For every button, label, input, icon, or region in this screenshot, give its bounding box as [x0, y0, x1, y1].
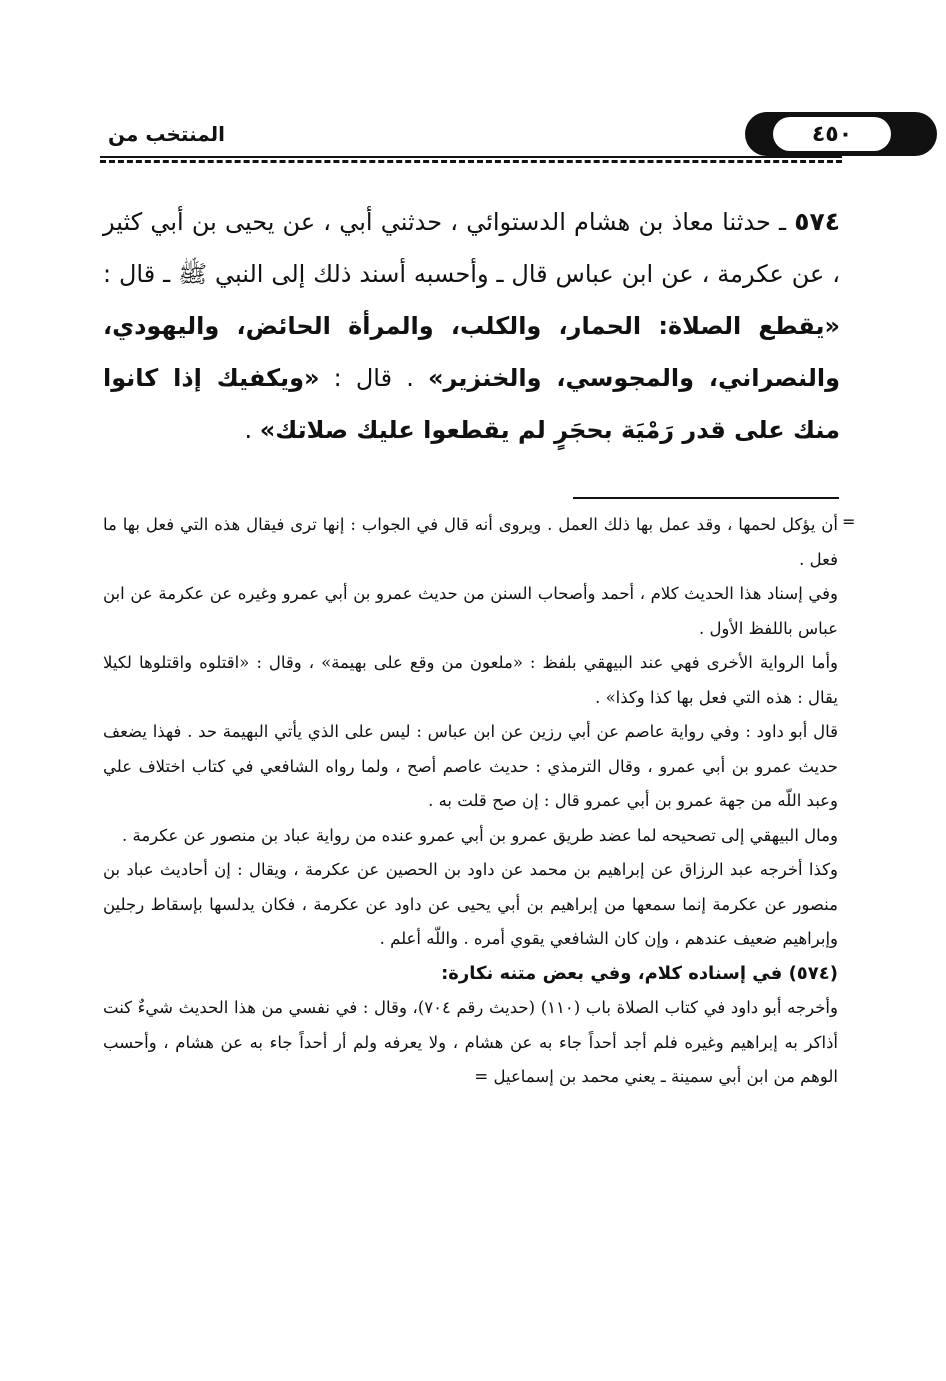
narration-mid: . قال : — [319, 364, 428, 392]
footnote-paragraph: قال أبو داود : وفي رواية عاصم عن أبي رزين عن ابن عباس : ليس على الذي يأتي البهيمة حد . فهذا يضعف حديث عمرو بن أبي عمرو ، وقال الترمذي : حديث عاصم أصح ، ولما رواه الشافعي في كتاب اختلاف علي وعبد اللّه من جهة عمرو بن أبي عمرو قال : إن صح قلت به . — [103, 722, 838, 810]
header-divider-dashed — [100, 160, 842, 163]
footnote-paragraph: وفي إسناد هذا الحديث كلام ، أحمد وأصحاب السنن من حديث عمرو بن أبي عمرو وغيره عن عكرمة عن ابن عباس باللفظ الأول . — [103, 584, 838, 638]
prophet-saying-1: «يقطع الصلاة: الحمار، والكلب، والمرأة الحائض، واليهودي، والنصراني، والمجوسي، والخنزير» — [103, 312, 841, 392]
narration-end: . — [244, 416, 260, 444]
footnote-paragraph: ومال البيهقي إلى تصحيحه لما عضد طريق عمرو بن أبي عمرو عنده من رواية عباد بن منصور عن عكرمة . — [122, 825, 838, 845]
page-number: ٤٥٠ — [773, 117, 891, 151]
footnote-paragraph: أن يؤكل لحمها ، وقد عمل بها ذلك العمل . ويروى أنه قال في الجواب : إنها ترى فيقال هذه التي فعل بها ما فعل . — [103, 515, 838, 569]
prophet-saying-2: «ويكفيك إذا كانوا منك على قدر رَمْيَة بحجَرٍ لم يقطعوا عليك صلاتك» — [103, 364, 840, 444]
footnotes — [103, 508, 838, 1268]
running-title: المنتخب من — [108, 122, 226, 146]
page-number-badge — [745, 112, 937, 156]
footnote-paragraph: وأخرجه أبو داود في كتاب الصلاة باب (١١٠) (حديث رقم ٧٠٤)، وقال : في نفسي من هذا الحديث شيءٌ كنت أذاكر به إبراهيم وغيره فلم أجد أحداً جاء به عن هشام ، ولا يعرفه ولم أر أحداً جاء به عن هشام ، وأحسب الوهم من ابن أبي سمينة ـ يعني محمد بن إسماعيل = — [103, 998, 838, 1086]
footnote-heading: (٥٧٤) في إسناده كلام، وفي بعض متنه نكارة: — [441, 962, 838, 984]
hadith-number: ٥٧٤ — [794, 207, 840, 236]
header-divider — [100, 156, 842, 164]
page-header — [100, 108, 853, 162]
footnote-continuation-mark: = — [842, 512, 856, 531]
footnote-separator — [573, 497, 839, 499]
narration-intro: ـ حدثنا معاذ بن هشام الدستوائي ، حدثني أبي ، عن يحيى بن أبي كثير ، عن عكرمة ، عن ابن عباس قال ـ وأحسبه أسند ذلك إلى النبي ﷺ ـ قال : — [103, 208, 840, 288]
footnote-paragraph: وكذا أخرجه عبد الرزاق عن إبراهيم بن محمد عن داود بن الحصين عن عكرمة ، ويقال : إن أحاديث عباد بن منصور عن عكرمة إنما سمعها من إبراهيم بن أبي يحيى عن داود عن عكرمة ، فكان يدلسها بإسقاط رجلين وإبراهيم ضعيف عندهم ، وإن كان الشافعي يقوي أمره . واللّه أعلم . — [103, 860, 838, 948]
hadith-text — [103, 196, 840, 466]
footnote-paragraph: وأما الرواية الأخرى فهي عند البيهقي بلفظ : «ملعون من وقع على بهيمة» ، وقال : «اقتلوه واقتلوها لكيلا يقال : هذه التي فعل بها كذا وكذا» . — [103, 653, 838, 707]
header-divider-solid — [100, 156, 842, 158]
